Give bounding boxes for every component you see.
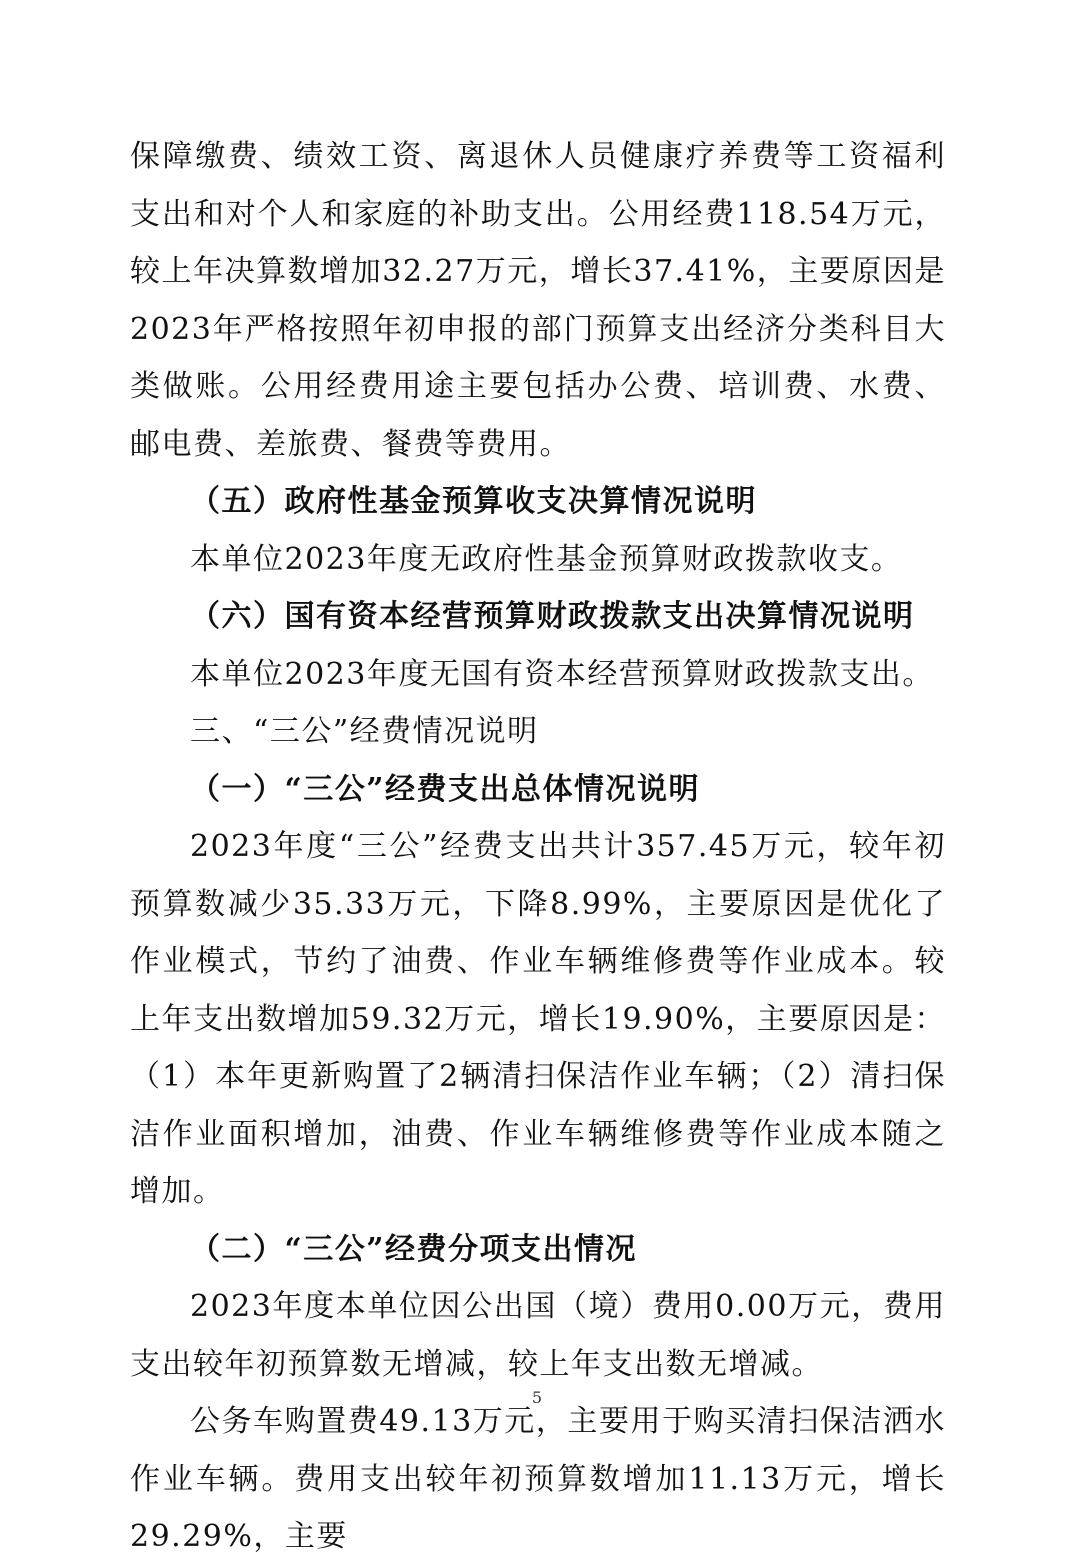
- heading-three-public-overall: （一）“三公”经费支出总体情况说明: [190, 771, 701, 807]
- section-heading-three-public-expenses: 三、“三公”经费情况说明: [190, 714, 539, 749]
- paragraph-three-public-overall: 2023年度“三公”经费支出共计357.45万元，较年初预算数减少35.33万元，下降8.99%，主要原因是优化了作业模式，节约了油费、作业车辆维修费等作业成本。较上年支出数增加59.32万元，增长19.90%，主要原因是：（1）本年更新购置了2辆清扫保洁作业车辆；（2）清扫保洁作业面积增加，油费、作业车辆维修费等作业成本随之增加。: [130, 829, 946, 1209]
- paragraph-government-fund-budget: 本单位2023年度无政府性基金预算财政拨款收支。: [190, 541, 903, 577]
- paragraph-personnel-and-public-expenses: 保障缴费、绩效工资、离退休人员健康疗养费等工资福利支出和对个人和家庭的补助支出。公用经费118.54万元，较上年决算数增加32.27万元，增长37.41%，主要原因是2023年严格按照年初申报的部门预算支出经济分类科目大类做账。公用经费用途主要包括办公费、培训费、水费、邮电费、差旅费、餐费等费用。: [130, 139, 946, 462]
- heading-state-capital-budget: （六）国有资本经营预算财政拨款支出决算情况说明: [190, 599, 915, 634]
- paragraph-state-capital-budget: 本单位2023年度无国有资本经营预算财政拨款支出。: [190, 656, 934, 692]
- heading-three-public-itemized: （二）“三公”经费分项支出情况: [190, 1231, 638, 1267]
- document-body: [130, 128, 946, 1566]
- heading-government-fund-budget: （五）政府性基金预算收支决算情况说明: [190, 484, 757, 519]
- page-number: 5: [531, 1388, 543, 1407]
- paragraph-overseas-travel: 2023年度本单位因公出国（境）费用0.00万元，费用支出较年初预算数无增减，较上年支出数无增减。: [130, 1289, 946, 1382]
- paragraph-vehicle-purchase: 公务车购置费49.13万元，主要用于购买清扫保洁洒水作业车辆。费用支出较年初预算数增加11.13万元，增长29.29%，主要: [130, 1404, 946, 1554]
